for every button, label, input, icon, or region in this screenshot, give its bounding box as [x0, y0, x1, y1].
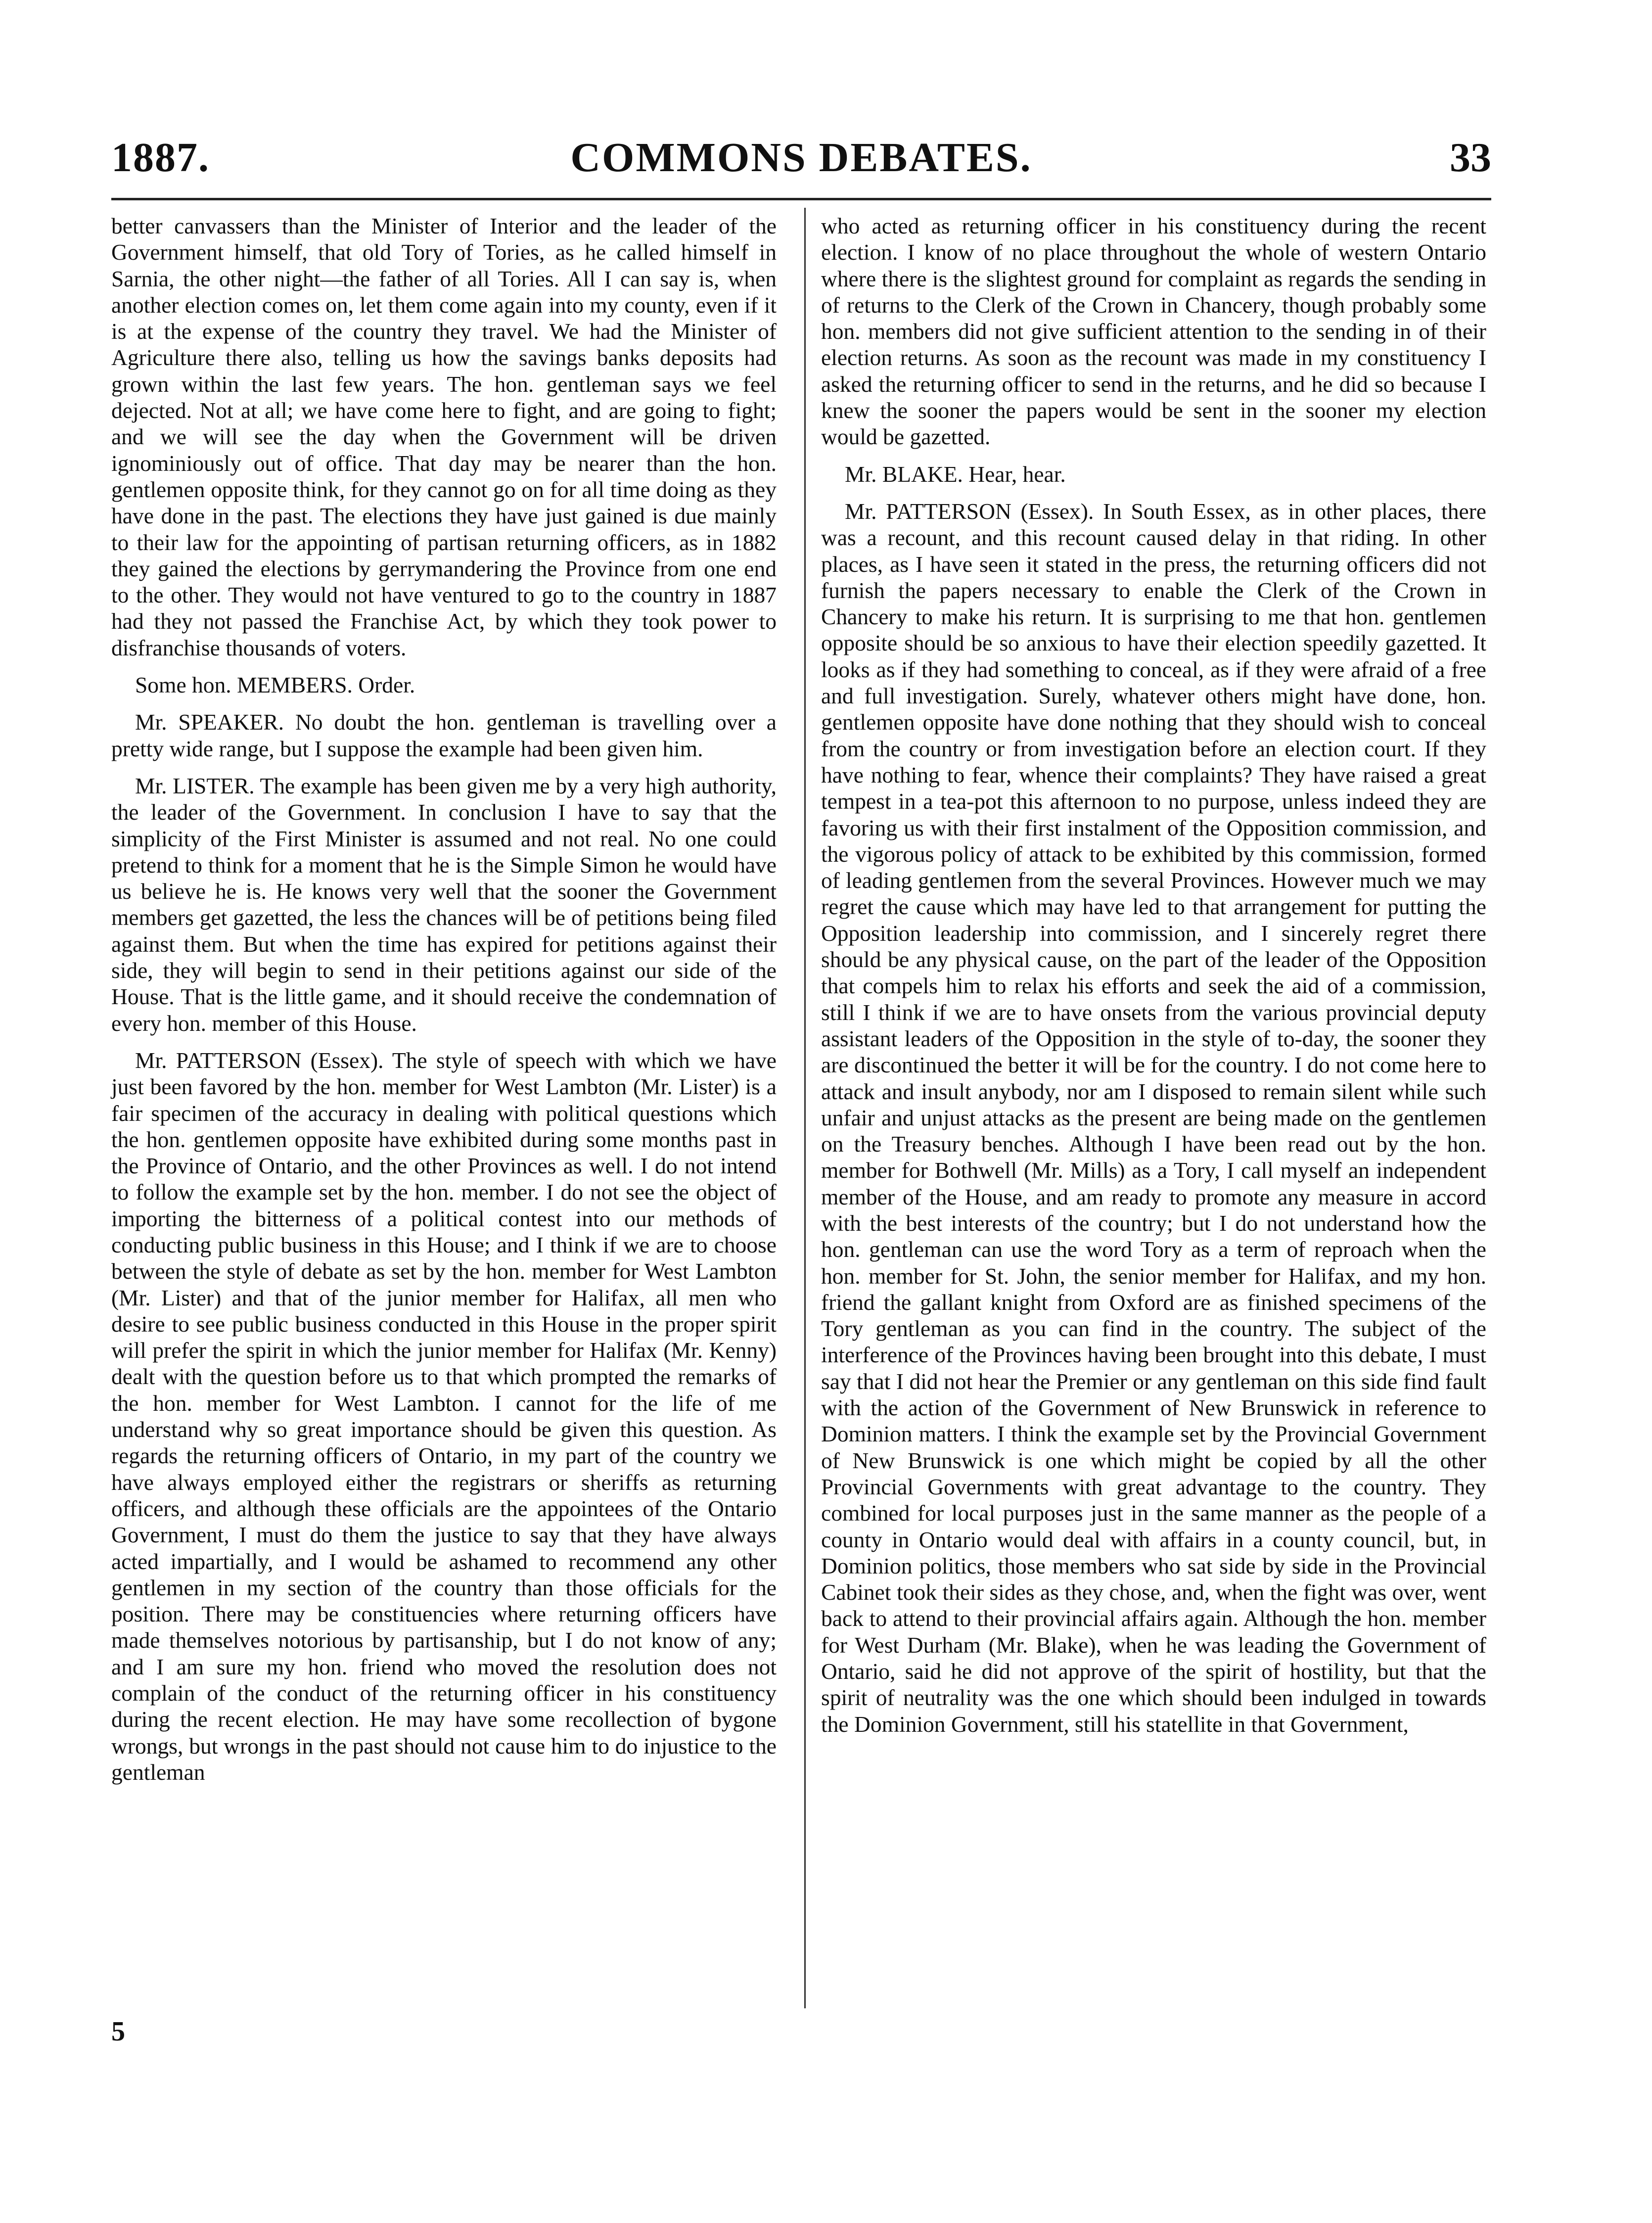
- page-number: 33: [1450, 135, 1491, 181]
- paragraph: Mr. LISTER. The example has been given me by a very high authority, the leader of the Government. In conclusion I have to say that the simplicity of the First Minister is assumed and not real. No one could pretend to think for a moment that he is the Simple Simon he would have us believe he is. He knows very well that the sooner the Government members get gazetted, the less the chances will be of petitions being filed against them. But when the time has expired for petitions against their side, they will begin to send in their petitions against our side of the House. That is the little game, and it should receive the condemnation of every hon. member of this House.: [111, 773, 777, 1036]
- paragraph: Mr. BLAKE. Hear, hear.: [845, 461, 1066, 487]
- paragraph: Mr. PATTERSON (Essex). The style of speech with which we have just been favored by the hon. member for West Lambton (Mr. Lister) is a fair specimen of the accuracy in dealing with political questions which the hon. gentlemen opposite have exhibited during some months past in the Province of Ontario, and the other Provinces as well. I do not intend to follow the example set by the hon. member. I do not see the object of importing the bitterness of a political contest into our methods of conducting public business in this House; and I think if we are to choose between the style of debate as set by the hon. member for West Lambton (Mr. Lister) and that of the junior member for Halifax, all men who desire to see public business conducted in this House in the proper spirit will prefer the spirit in which the junior member for Halifax (Mr. Kenny) dealt with the question before us to that which prompted the remarks of the hon. member for West Lambton. I cannot for the life of me understand why so great importance should be given this question. As regards the returning officers of Ontario, in my part of the country we have always employed either the registrars or sheriffs as returning officers, and although these officials are the appointees of the Ontario Government, I must do them the justice to say that they have always acted impartially, and I would be ashamed to recommend any other gentlemen in my section of the country than those officials for the position. There may be constituencies where returning officers have made themselves notorious by partisanship, but I do not know of any; and I am sure my hon. friend who moved the resolution does not complain of the conduct of the returning officer in his constituency during the recent election. He may have some recollection of bygone wrongs, but wrongs in the past should not cause him to do injustice to the gentleman: [111, 1047, 777, 1785]
- paragraph: Mr. SPEAKER. No doubt the hon. gentleman is travelling over a pretty wide range, but I suppose the example had been given him.: [111, 709, 777, 761]
- left-column: [111, 213, 777, 1785]
- paragraph: Mr. PATTERSON (Essex). In South Essex, as in other places, there was a recount, and this recount caused delay in that riding. In other places, as I have seen it stated in the press, the returning officers did not furnish the papers necessary to enable the Clerk of the Crown in Chancery to make his return. It is surprising to me that hon. gentlemen opposite should be so anxious to have their election speedily gazetted. It looks as if they had something to conceal, as if they were afraid of a free and full investigation. Surely, whatever others might have done, hon. gentlemen opposite have done nothing that they should wish to conceal from the country or from investigation before an election court. If they have nothing to fear, whence their complaints? They have raised a great tempest in a tea-pot this afternoon to no purpose, unless indeed they are favoring us with their first instalment of the Opposition commission, and the vigorous policy of attack to be exhibited by this commission, formed of leading gentlemen from the several Provinces. However much we may regret the cause which may have led to that arrangement for putting the Opposition leadership into commission, and I sincerely regret there should be any physical cause, on the part of the leader of the Opposition that compels him to relax his efforts and seek the aid of a commission, still I think if we are to have onsets from the various provincial deputy assistant leaders of the Opposition in the style of to-day, the sooner they are discontinued the better it will be for the country. I do not come here to attack and insult anybody, nor am I disposed to remain silent while such unfair and unjust attacks as the present are being made on the gentlemen on the Treasury benches. Although I have been read out by the hon. member for Bothwell (Mr. Mills) as a Tory, I call myself an independent member of the House, and am ready to promote any measure in accord with the best interests of the country; but I do not understand how the hon. gentleman can use the word Tory as a term of reproach when the hon. member for St. John, the senior member for Halifax, and my hon. friend the gallant knight from Oxford are as finished specimens of the Tory gentleman as you can find in the country. The subject of the interference of the Provinces having been brought into this debate, I must say that I did not hear the Premier or any gentleman on this side find fault with the action of the Government of New Brunswick in reference to Dominion matters. I think the example set by the Provincial Government of New Brunswick is one which might be copied by all the other Provincial Governments with great advantage to the country. They combined for local purposes just in the same manner as the people of a county in Ontario would deal with affairs in a county council, but, in Dominion politics, those members who sat side by side in the Provincial Cabinet took their sides as they chose, and, when the fight was over, went back to attend to their provincial affairs again. Although the hon. member for West Durham (Mr. Blake), when he was leading the Government of Ontario, said he did not approve of the spirit of hostility, but that the spirit of neutrality was the one which should been indulged in towards the Dominion Government, still his statellite in that Government,: [821, 498, 1486, 1737]
- column-divider: [804, 208, 806, 2008]
- page-header: [111, 134, 1491, 193]
- header-rule: [111, 198, 1491, 200]
- paragraph: who acted as returning officer in his constituency during the recent election. I know of no place throughout the whole of western Ontario where there is the slightest ground for complaint as regards the sending in of returns to the Clerk of the Crown in Chancery, though probably some hon. members did not give sufficient attention to the sending in of their election returns. As soon as the recount was made in my constituency I asked the returning officer to send in the returns, and he did so because I knew the sooner the papers would be sent in the sooner my election would be gazetted.: [821, 213, 1486, 450]
- right-column: [821, 213, 1486, 1737]
- page-year: 1887.: [111, 135, 210, 181]
- paragraph: Some hon. MEMBERS. Order.: [135, 672, 415, 698]
- signature-mark: 5: [111, 2016, 125, 2047]
- publication-title: COMMONS DEBATES.: [570, 135, 1032, 181]
- paragraph: better canvassers than the Minister of Interior and the leader of the Government himself, that old Tory of Tories, as he called himself in Sarnia, the other night—the father of all Tories. All I can say is, when another election comes on, let them come again into my county, even if it is at the expense of the country they travel. We had the Minister of Agriculture there also, telling us how the savings banks deposits had grown within the last few years. The hon. gentleman says we feel dejected. Not at all; we have come here to fight, and are going to fight; and we will see the day when the Government will be driven ignominiously out of office. That day may be nearer than the hon. gentlemen opposite think, for they cannot go on for all time doing as they have done in the past. The elections they have just gained is due mainly to their law for the appointing of partisan returning officers, as in 1882 they gained the elections by gerrymandering the Province from one end to the other. They would not have ventured to go to the country in 1887 had they not passed the Franchise Act, by which they took power to disfranchise thousands of voters.: [111, 213, 777, 660]
